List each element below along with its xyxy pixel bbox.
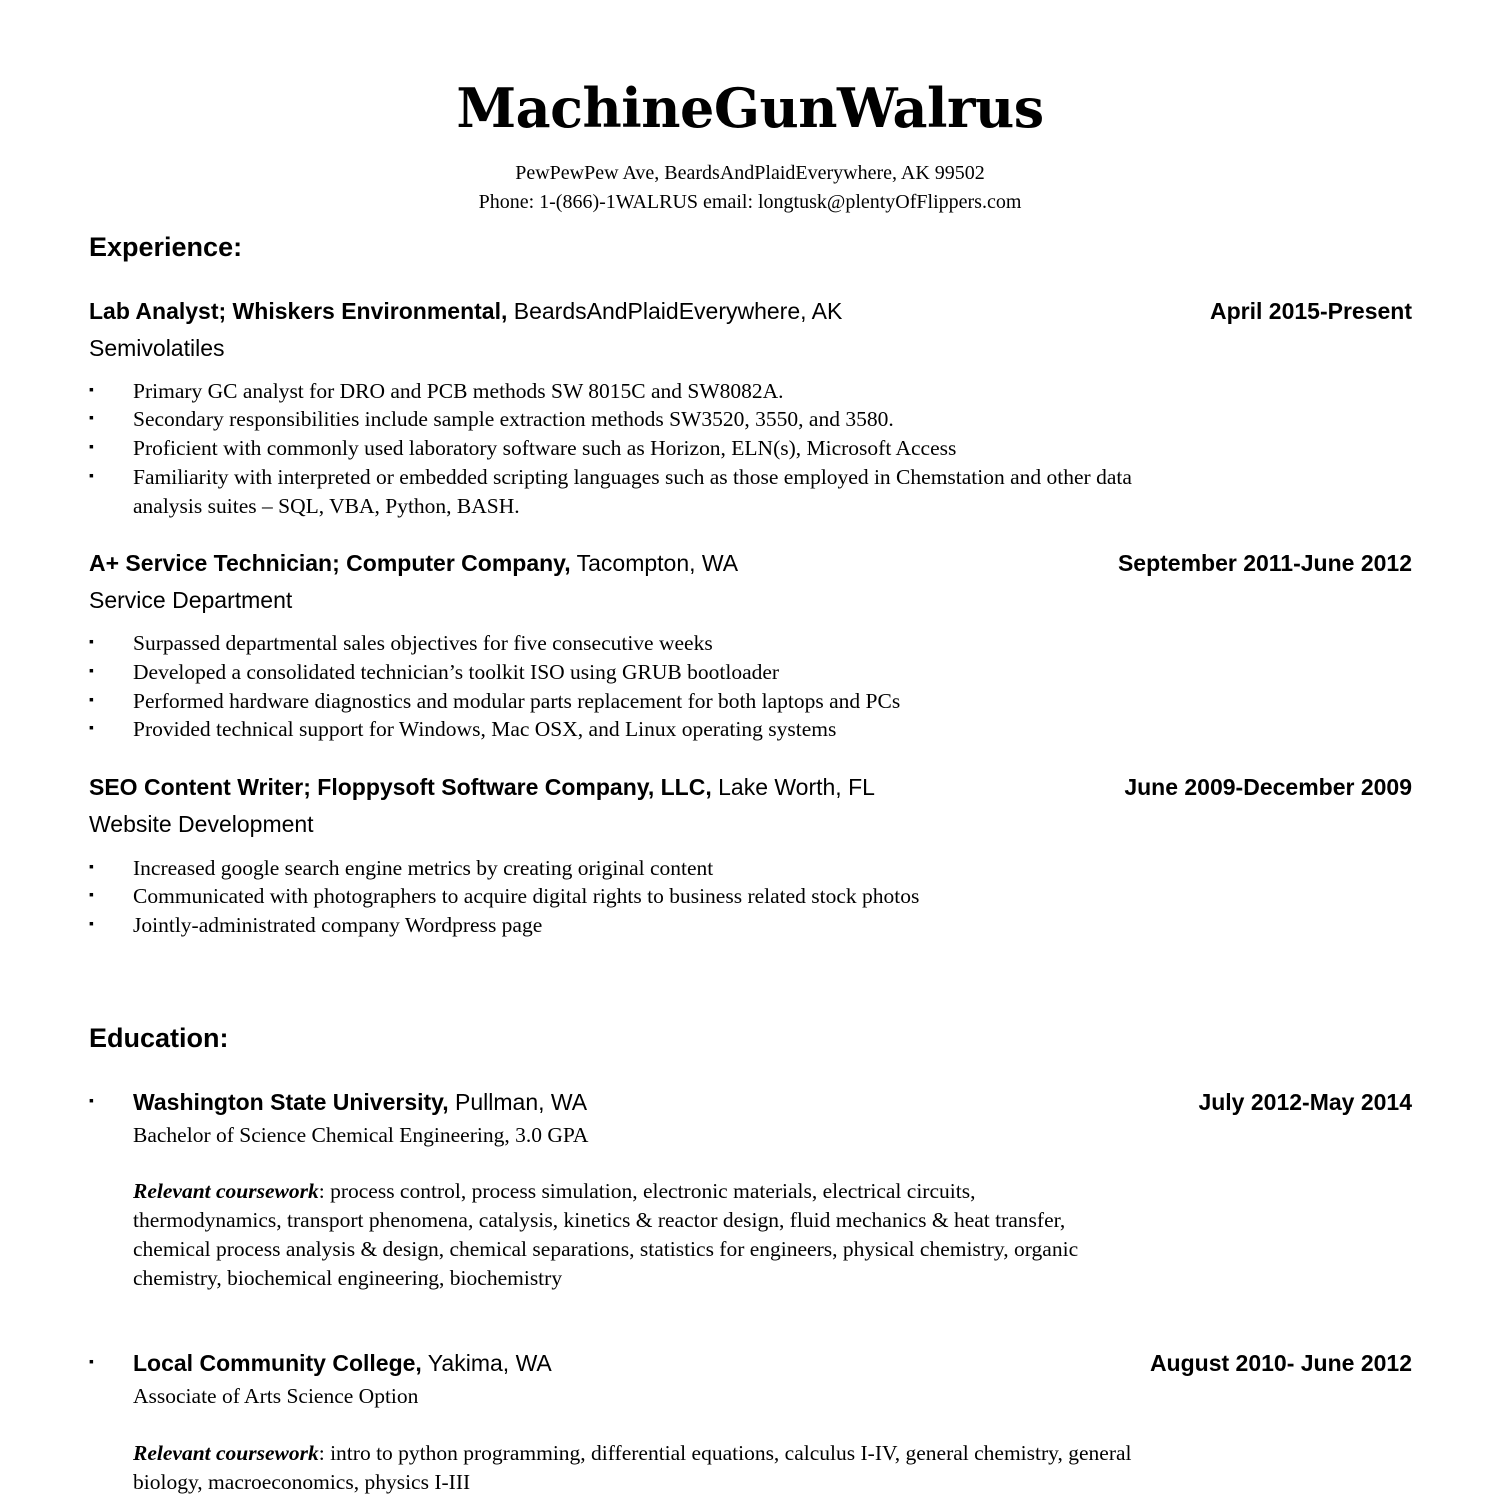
bullet-text: Secondary responsibilities include sample extraction methods SW3520, 3550, and 3580.	[133, 407, 894, 431]
bullet-icon: ▪	[89, 383, 94, 398]
job-title: SEO Content Writer; Floppysoft Software Company, LLC,	[89, 774, 712, 800]
coursework-line	[133, 1263, 562, 1293]
school-location: Yakima, WA	[421, 1350, 552, 1376]
coursework-text: thermodynamics, transport phenomena, catalysis, kinetics & reactor design, fluid mechanics & heat transfer,	[133, 1208, 1066, 1232]
job-location: BeardsAndPlaidEverywhere, AK	[507, 298, 843, 324]
job-department: Semivolatiles	[89, 335, 225, 361]
bullet-icon: ▪	[89, 635, 94, 650]
coursework-line	[133, 1438, 1132, 1468]
job-department: Website Development	[89, 811, 314, 837]
bullet-text: analysis suites – SQL, VBA, Python, BASH.	[133, 494, 520, 518]
bullet-icon: ▪	[89, 440, 94, 455]
school-header	[89, 1348, 1412, 1378]
bullet-text: Surpassed departmental sales objectives for five consecutive weeks	[133, 631, 713, 655]
bullet-text: Primary GC analyst for DRO and PCB methods SW 8015C and SW8082A.	[133, 379, 784, 403]
coursework-line	[133, 1234, 1078, 1264]
school-location: Pullman, WA	[448, 1089, 588, 1115]
school-dates: August 2010- June 2012	[1149, 1350, 1412, 1376]
bullet-text: Developed a consolidated technician’s toolkit ISO using GRUB bootloader	[133, 660, 780, 684]
bullet-text: Familiarity with interpreted or embedded scripting languages such as those employed in Chemstation and other data	[133, 465, 1132, 489]
bullet-icon: ▪	[89, 917, 94, 932]
coursework-text: chemical process analysis & design, chemical separations, statistics for engineers, physical chemistry, organic	[133, 1237, 1079, 1261]
bullet-text: Proficient with commonly used laboratory software such as Horizon, ELN(s), Microsoft Access	[133, 436, 957, 460]
bullet-icon: ▪	[89, 1355, 94, 1370]
bullet-text: Jointly-administrated company Wordpress page	[133, 913, 543, 937]
bullet-text: Performed hardware diagnostics and modular parts replacement for both laptops and PCs	[133, 689, 901, 713]
address: PewPewPew Ave, BeardsAndPlaidEverywhere, AK 99502	[515, 162, 985, 184]
degree: Bachelor of Science Chemical Engineering, 3.0 GPA	[133, 1123, 589, 1147]
degree: Associate of Arts Science Option	[133, 1384, 419, 1408]
coursework-text: biology, macroeconomics, physics I-III	[133, 1470, 471, 1494]
coursework-text: chemistry, biochemical engineering, biochemistry	[133, 1266, 563, 1290]
job-location: Lake Worth, FL	[711, 774, 875, 800]
job-header	[89, 296, 1412, 326]
coursework-label: Relevant coursework	[133, 1441, 319, 1465]
job-title: Lab Analyst; Whiskers Environmental,	[89, 298, 508, 324]
education-heading: Education:	[89, 1023, 229, 1053]
bullet-icon: ▪	[89, 693, 94, 708]
job-dates: September 2011-June 2012	[1117, 550, 1412, 576]
candidate-name: MachineGunWalrus	[456, 76, 1044, 140]
school-dates: July 2012-May 2014	[1198, 1089, 1412, 1115]
coursework-text: : intro to python programming, differential equations, calculus I-IV, general chemistry, general	[318, 1441, 1132, 1465]
contact-info: Phone: 1-(866)-1WALRUS email: longtusk@plentyOfFlippers.com	[478, 191, 1022, 213]
school-name: Local Community College,	[133, 1350, 422, 1376]
bullet-text: Increased google search engine metrics by creating original content	[133, 856, 714, 880]
bullet-icon: ▪	[89, 411, 94, 426]
coursework-text: : process control, process simulation, electronic materials, electrical circuits,	[318, 1179, 976, 1203]
job-department: Service Department	[89, 587, 293, 613]
experience-heading: Experience:	[89, 232, 243, 262]
bullet-icon: ▪	[89, 860, 94, 875]
job-title: A+ Service Technician; Computer Company,	[89, 550, 571, 576]
bullet-icon: ▪	[89, 721, 94, 736]
bullet-icon: ▪	[89, 1094, 94, 1109]
school-name: Washington State University,	[133, 1089, 449, 1115]
school-header	[89, 1087, 1412, 1117]
bullet-icon: ▪	[89, 469, 94, 484]
coursework-label: Relevant coursework	[133, 1179, 319, 1203]
bullet-icon: ▪	[89, 888, 94, 903]
bullet-icon: ▪	[89, 664, 94, 679]
job-dates: April 2015-Present	[1210, 298, 1412, 324]
job-header	[89, 772, 1412, 802]
job-header	[89, 548, 1412, 578]
bullet-text: Communicated with photographers to acquire digital rights to business related stock photos	[133, 884, 920, 908]
coursework-line	[133, 1467, 470, 1497]
coursework-line	[133, 1205, 1065, 1235]
bullet-text: Provided technical support for Windows, Mac OSX, and Linux operating systems	[133, 717, 837, 741]
job-location: Tacompton, WA	[570, 550, 739, 576]
job-dates: June 2009-December 2009	[1124, 774, 1412, 800]
coursework-line	[133, 1176, 975, 1206]
